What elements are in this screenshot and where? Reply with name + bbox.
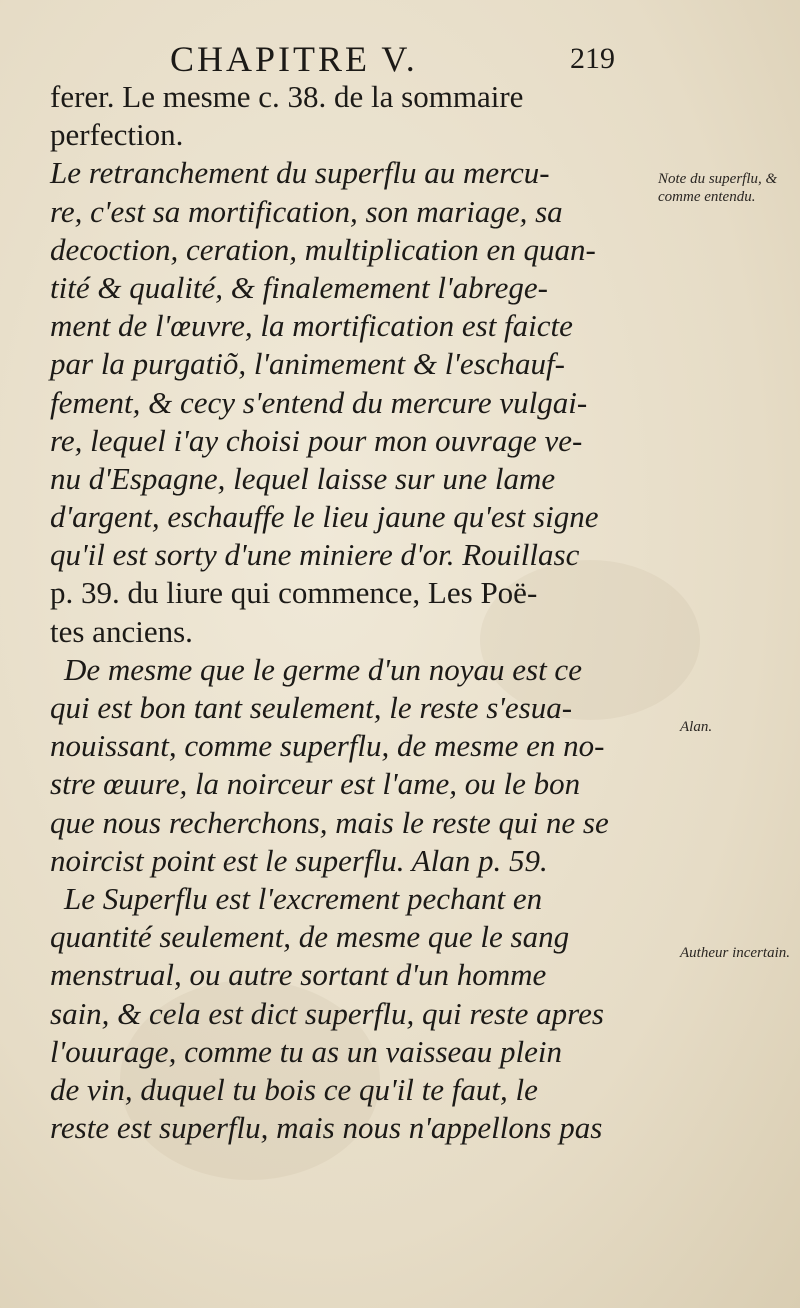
text-line: re, lequel i'ay choisi pour mon ouvrage ve- — [50, 422, 583, 458]
text-line: reste est superflu, mais nous n'appellons pas — [50, 1110, 603, 1146]
text-line: d'argent, eschauffe le lieu jaune qu'est signe — [50, 499, 599, 535]
text-line: sain, & cela est dict superflu, qui reste apres — [50, 995, 604, 1031]
text-line: quantité seulement, de mesme que le sang — [50, 919, 570, 955]
text-line: re, c'est sa mortification, son mariage, sa — [50, 193, 563, 229]
text-line: Le Superflu est l'excrement pechant en — [64, 880, 543, 916]
text-line: que nous recherchons, mais le reste qui ne se — [50, 804, 609, 840]
text-line: qui est bon tant seulement, le reste s'esua- — [50, 690, 573, 725]
text-line: p. 39. du liure qui commence, Les Poë- — [50, 575, 538, 611]
text-line: ment de l'œuvre, la mortification est faicte — [50, 308, 573, 344]
text-line: Le retranchement du superflu au mercu- — [50, 155, 550, 191]
text-line: perfection. — [50, 117, 184, 153]
text-line: qu'il est sorty d'une miniere d'or. Rouillasc — [50, 537, 580, 573]
margin-note: Autheur incertain. — [680, 945, 790, 961]
margin-note: Alan. — [680, 719, 713, 735]
text-line: stre œuure, la noirceur est l'ame, ou le bon — [50, 766, 581, 802]
page-number: 219 — [570, 42, 615, 75]
text-line: ferer. Le mesme c. 38. de la sommaire — [50, 79, 524, 114]
text-line: fement, & cecy s'entend du mercure vulgai- — [50, 384, 588, 420]
text-line: tité & qualité, & finalemement l'abrege- — [50, 269, 548, 305]
body-text — [50, 78, 650, 1147]
text-line: decoction, ceration, multiplication en quan- — [50, 231, 596, 267]
margin-note: Note du superflu, & comme entendu. — [658, 171, 778, 205]
text-line: tes anciens. — [50, 613, 193, 649]
text-line: par la purgatiõ, l'animement & l'eschauf- — [50, 346, 565, 382]
text-line: de vin, duquel tu bois ce qu'il te faut, le — [50, 1071, 538, 1107]
text-line: nouissant, comme superflu, de mesme en no- — [50, 728, 605, 764]
text-line: noircist point est le superflu. Alan p. 59. — [50, 842, 548, 878]
chapter-title: CHAPITRE V. — [170, 39, 418, 79]
text-line: menstrual, ou autre sortant d'un homme — [50, 957, 547, 993]
text-line: De mesme que le germe d'un noyau est ce — [64, 651, 582, 687]
text-line: l'ouurage, comme tu as un vaisseau plein — [50, 1033, 563, 1069]
text-line: nu d'Espagne, lequel laisse sur une lame — [50, 460, 556, 496]
